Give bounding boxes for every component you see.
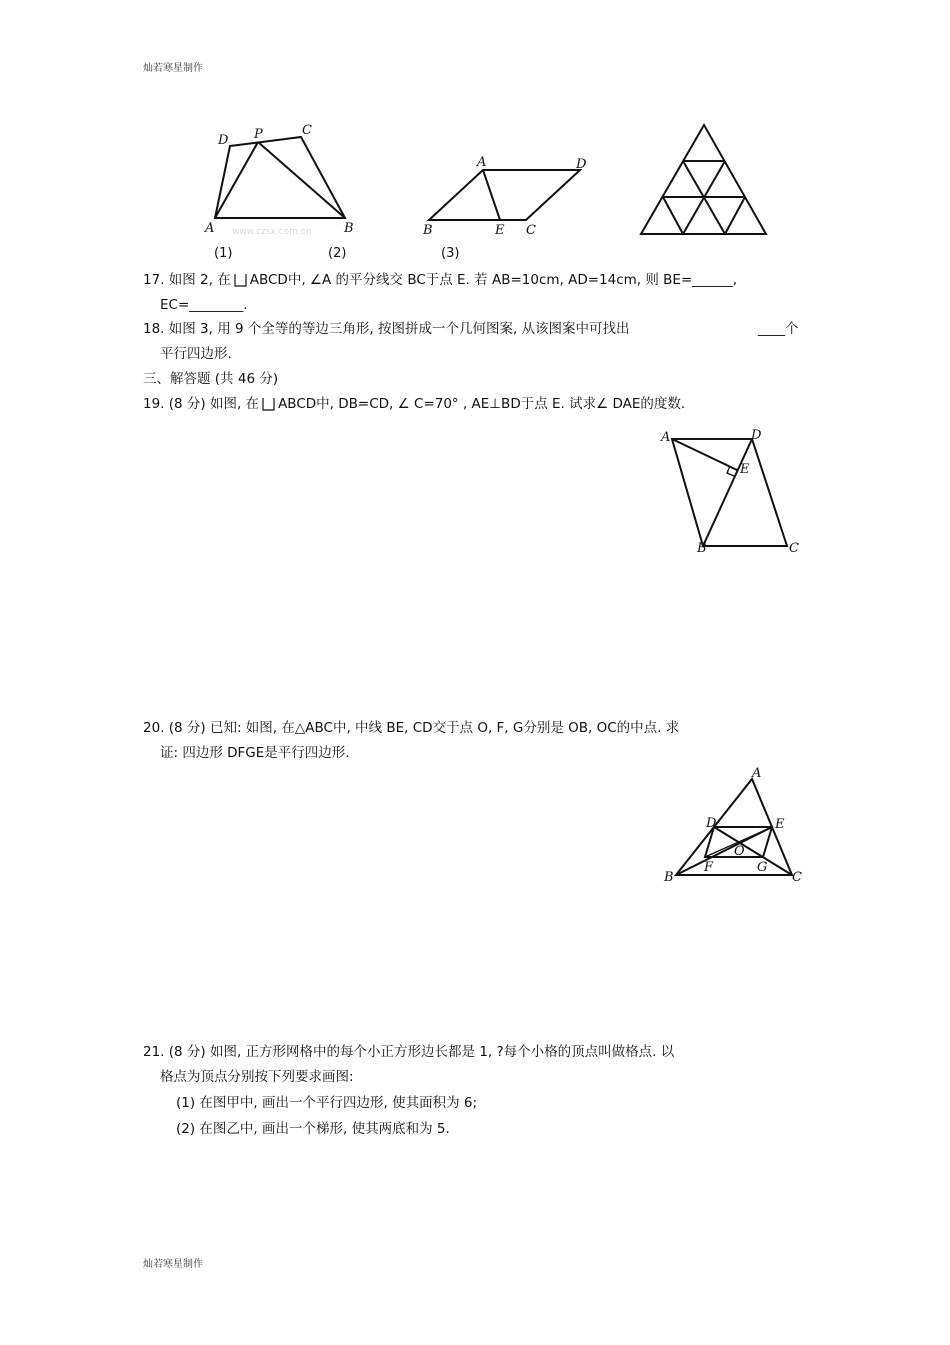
question-18-line-2: 平行四边形. [160,346,232,362]
q19-text-b: ABCD中, DB=CD, ∠ C=70° , AE⊥BD于点 E. 试求∠ DAE的度数. [278,396,686,412]
question-21-item-1: (1) 在图甲中, 画出一个平行四边形, 使其面积为 6; [176,1095,478,1111]
question-20-line-2: 证: 四边形 DFGE是平行四边形. [160,745,350,761]
fig2-line-AE [483,170,500,220]
fig1-outline [215,137,345,218]
fig2-label-E: E [495,223,505,238]
figure-1-quadrilateral [200,120,370,240]
question-17-line-1 [143,271,737,289]
fig19-label-A: A [661,430,671,445]
fig1-label-D: D [218,133,229,148]
question-19 [143,395,685,413]
fig1-label-A: A [205,221,215,236]
question-20-line-1: 20. (8 分) 已知: 如图, 在△ABC中, 中线 BE, CD交于点 O, F, G分别是 OB, OC的中点. 求 [143,720,680,736]
fig20-label-F: F [704,860,714,875]
fig19-label-E: E [740,462,750,477]
figure-3-triangle-pattern [638,122,770,238]
fig19-label-B: B [697,541,707,556]
figure-19-parallelogram [655,425,810,565]
q17-text-a: 17. 如图 2, 在 [143,272,231,288]
question-18-line-1: 18. 如图 3, 用 9 个全等的等边三角形, 按图拼成一个几何图案, 从该图案中可找出 [143,321,630,337]
watermark: www.czsx.com.cn [232,227,312,237]
fig2-label-C: C [526,223,536,238]
fig2-label-A: A [477,155,487,170]
page-header: 灿若寒星制作 [143,63,203,74]
question-21-line-2: 格点为顶点分别按下列要求画图: [160,1069,354,1085]
q17-text-b: ABCD中, ∠A 的平分线交 BC于点 E. 若 AB=10cm, AD=14cm, 则 BE=______, [249,272,738,288]
fig1-line-PA [215,142,258,218]
fig19-label-C: C [789,541,799,556]
fig1-label-B: B [344,221,354,236]
fig1-line-PB [258,142,345,218]
figure-20-triangle-medians [660,763,810,888]
fig20-label-C: C [792,870,802,885]
parallelogram-symbol-icon [234,273,247,286]
question-21-line-1: 21. (8 分) 如图, 正方形网格中的每个小正方形边长都是 1, ?每个小格的顶点叫做格点. 以 [143,1044,675,1060]
question-18-blank: ____个 [758,321,799,337]
section-3-title: 三、解答题 (共 46 分) [143,371,279,387]
fig1-label-C: C [302,123,312,138]
fig20-label-A: A [752,766,762,781]
page-footer: 灿若寒星制作 [143,1259,203,1270]
question-17-line-2: EC=________. [160,297,248,313]
fig20-label-E: E [775,817,785,832]
fig20-label-O: O [734,844,745,859]
parallelogram-symbol-icon [262,397,275,410]
fig2-label-D: D [576,157,587,172]
fig20-label-G: G [757,860,768,875]
figure-2-parallelogram [420,150,595,240]
fig2-outline [429,170,580,220]
fig19-label-D: D [751,428,762,443]
caption-figure-3: (3) [441,246,460,261]
question-21-item-2: (2) 在图乙中, 画出一个梯形, 使其两底和为 5. [176,1121,450,1137]
fig20-label-B: B [664,870,674,885]
fig2-label-B: B [423,223,433,238]
fig20-label-D: D [706,816,717,831]
caption-figure-2: (2) [328,246,347,261]
fig1-label-P: P [254,127,263,142]
caption-figure-1: (1) [214,246,233,261]
q19-text-a: 19. (8 分) 如图, 在 [143,396,260,412]
